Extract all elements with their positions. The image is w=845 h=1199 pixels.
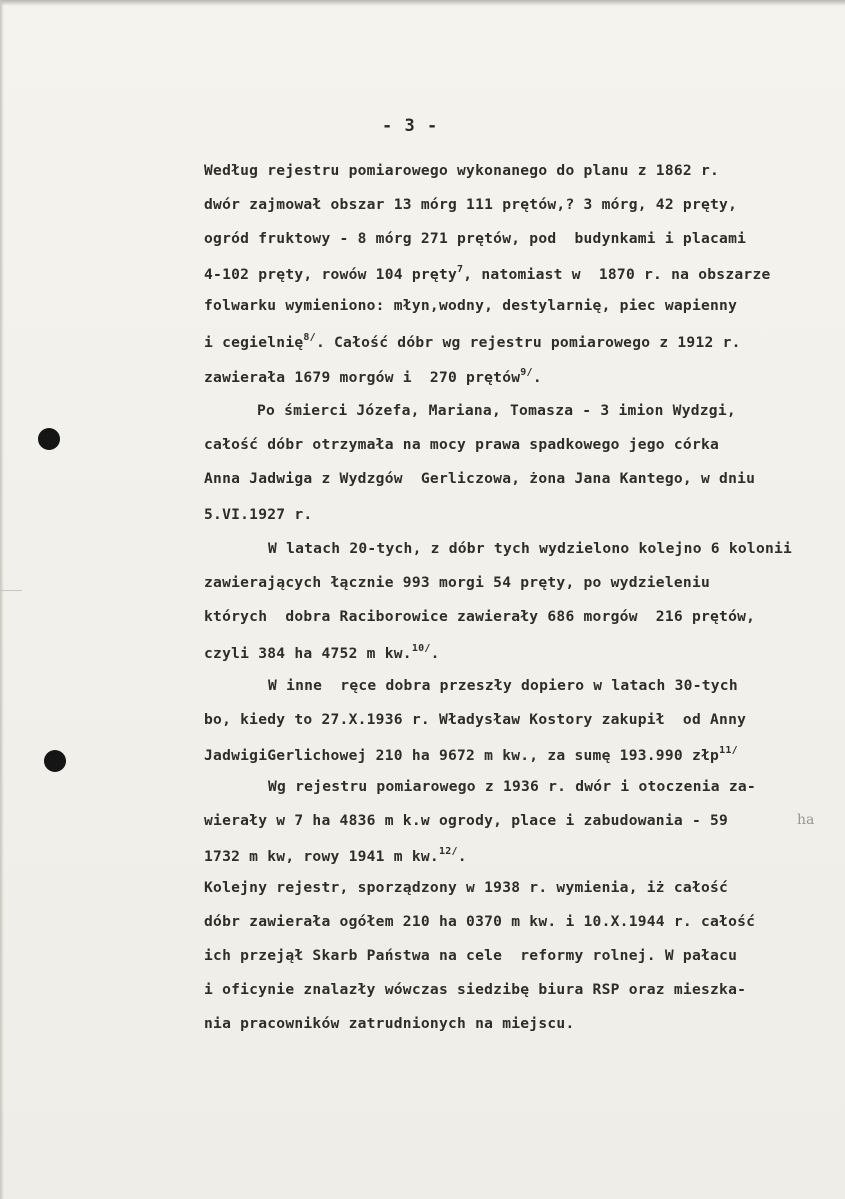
text-line: 5.VI.1927 r. [204,506,313,523]
text-line: wierały w 7 ha 4836 m k.w ogrody, place i zabudowania - 59 [204,812,729,829]
text-line: ogród fruktowy - 8 mórg 271 prętów, pod budynkami i placami [204,230,747,247]
page-number: - 3 - [382,116,439,136]
footnote-ref: 11/ [719,745,738,756]
text-line: W latach 20-tych, z dóbr tych wydzielono kolejno 6 kolonii [268,540,793,557]
text-line: Anna Jadwiga z Wydzgów Gerliczowa, żona Jana Kantego, w dniu [204,470,756,487]
fold-mark [0,590,22,591]
text-line: Wg rejestru pomiarowego z 1936 r. dwór i otoczenia za- [268,778,756,795]
text-line: Według rejestru pomiarowego wykonanego do planu z 1862 r. [204,162,720,179]
text-line: 4-102 pręty, rowów 104 pręty$^7$, natomiast w 1870 r. na obszarze [204,264,771,283]
text-line: i oficynie znalazły wówczas siedzibę biura RSP oraz mieszka- [204,981,747,998]
text-line: Kolejny rejestr, sporządzony w 1938 r. wymienia, iż całość [204,879,729,896]
text-line: 1732 m kw, rowy 1941 m kw.$^{12/}$. [204,846,467,865]
page-top-edge [0,0,845,6]
footnote-ref: 7 [457,264,464,275]
handwritten-margin-note: ha [797,812,815,828]
text-line: JadwigiGerlichowej 210 ha 9672 m kw., za sumę 193.990 złp$^{11/}$ [204,745,738,764]
text-line: W inne ręce dobra przeszły dopiero w latach 30-tych [268,677,738,694]
text-line: nia pracowników zatrudnionych na miejscu. [204,1015,575,1032]
text-line: dwór zajmował obszar 13 mórg 111 prętów,? 3 mórg, 42 pręty, [204,196,738,213]
text-line: bo, kiedy to 27.X.1936 r. Władysław Kostory zakupił od Anny [204,711,747,728]
page-left-edge [0,0,4,1199]
text-line: czyli 384 ha 4752 m kw.$^{10/}$. [204,643,440,662]
text-line: Po śmierci Józefa, Mariana, Tomasza - 3 imion Wydzgi, [257,402,736,419]
text-line: folwarku wymieniono: młyn,wodny, destylarnię, piec wapienny [204,297,738,314]
punch-hole-bottom [44,750,66,772]
text-line: i cegielnię$^{8/}$. Całość dóbr wg rejestru pomiarowego z 1912 r. [204,332,741,351]
text-line: zawierała 1679 morgów i 270 prętów$^{9/}$. [204,367,542,386]
text-line: dóbr zawierała ogółem 210 ha 0370 m kw. i 10.X.1944 r. całość [204,913,756,930]
footnote-ref: 9/ [520,367,533,378]
text-line: całość dóbr otrzymała na mocy prawa spadkowego jego córka [204,436,720,453]
footnote-ref: 10/ [411,643,431,654]
text-line: zawierających łącznie 993 morgi 54 pręty, po wydzieleniu [204,574,711,591]
punch-hole-top [38,428,60,450]
text-line: których dobra Raciborowice zawierały 686 morgów 216 prętów, [204,608,756,625]
footnote-ref: 12/ [438,846,458,857]
text-line: ich przejął Skarb Państwa na cele reformy rolnej. W pałacu [204,947,738,964]
footnote-ref: 8/ [303,332,316,343]
